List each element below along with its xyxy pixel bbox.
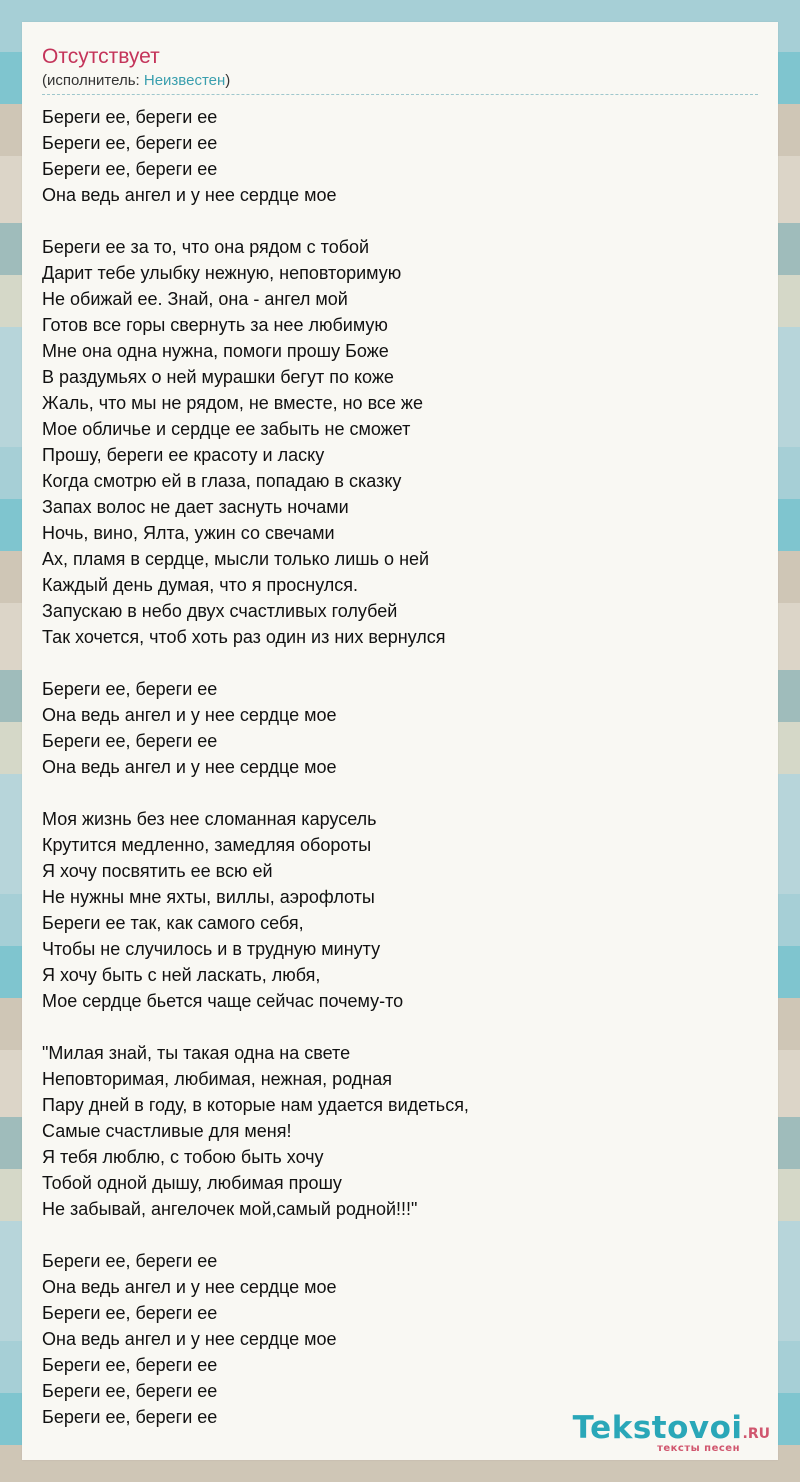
logo-wordmark: Tekstovoi xyxy=(572,1410,743,1446)
song-header xyxy=(42,44,758,95)
lyrics-line: Тобой одной дышу, любимая прошу xyxy=(42,1173,342,1193)
lyrics-line: Так хочется, чтоб хоть раз один из них вернулся xyxy=(42,627,446,647)
lyrics-line: Береги ее, береги ее xyxy=(42,1251,218,1271)
lyrics-line: Береги ее, береги ее xyxy=(42,731,218,751)
lyrics-line: Когда смотрю ей в глаза, попадаю в сказку xyxy=(42,471,402,491)
lyrics-stanza xyxy=(42,1248,758,1430)
lyrics-line: Неповторимая, любимая, нежная, родная xyxy=(42,1069,393,1089)
lyrics-line: Береги ее, береги ее xyxy=(42,1407,218,1427)
lyrics-line: В раздумьях о ней мурашки бегут по коже xyxy=(42,367,394,387)
lyrics-line: Я хочу быть с ней ласкать, любя, xyxy=(42,965,321,985)
lyrics-stanza xyxy=(42,234,758,650)
logo-domain: .RU xyxy=(742,1426,770,1442)
lyrics-line: Ночь, вино, Ялта, ужин со свечами xyxy=(42,523,335,543)
lyrics-line: Береги ее за то, что она рядом с тобой xyxy=(42,237,370,257)
lyrics-line: Запускаю в небо двух счастливых голубей xyxy=(42,601,398,621)
lyrics-line: Жаль, что мы не рядом, не вместе, но все же xyxy=(42,393,423,413)
lyrics-text xyxy=(42,104,758,1456)
lyrics-line: Ах, пламя в сердце, мысли только лишь о ней xyxy=(42,549,430,569)
lyrics-line: Не обижай ее. Знай, она - ангел мой xyxy=(42,289,348,309)
lyrics-line: Не забывай, ангелочек мой,самый родной!!!" xyxy=(42,1199,418,1219)
lyrics-stanza xyxy=(42,104,758,208)
lyrics-line: Она ведь ангел и у нее сердце мое xyxy=(42,1329,337,1349)
lyrics-stanza xyxy=(42,676,758,780)
lyrics-line: Береги ее, береги ее xyxy=(42,133,218,153)
lyrics-line: Чтобы не случилось и в трудную минуту xyxy=(42,939,381,959)
lyrics-line: Береги ее, береги ее xyxy=(42,159,218,179)
lyrics-line: Мое обличье и сердце ее забыть не сможет xyxy=(42,419,411,439)
lyrics-line: Запах волос не дает заснуть ночами xyxy=(42,497,349,517)
song-title: Отсутствует xyxy=(42,45,160,68)
lyrics-line: Дарит тебе улыбку нежную, неповторимую xyxy=(42,263,402,283)
lyrics-line: Мне она одна нужна, помоги прошу Боже xyxy=(42,341,389,361)
lyrics-line: Не нужны мне яхты, виллы, аэрофлоты xyxy=(42,887,375,907)
lyrics-line: Она ведь ангел и у нее сердце мое xyxy=(42,757,337,777)
lyrics-line: Каждый день думая, что я проснулся. xyxy=(42,575,359,595)
lyrics-stanza xyxy=(42,1040,758,1222)
lyrics-line: Она ведь ангел и у нее сердце мое xyxy=(42,705,337,725)
lyrics-line: Я тебя люблю, с тобою быть хочу xyxy=(42,1147,324,1167)
lyrics-line: Береги ее, береги ее xyxy=(42,679,218,699)
lyrics-line: Прошу, береги ее красоту и ласку xyxy=(42,445,325,465)
lyrics-line: Крутится медленно, замедляя обороты xyxy=(42,835,372,855)
site-logo[interactable] xyxy=(572,1410,770,1454)
lyrics-line: Она ведь ангел и у нее сердце мое xyxy=(42,185,337,205)
lyrics-line: Самые счастливые для меня! xyxy=(42,1121,292,1141)
artist-suffix: ) xyxy=(225,72,231,89)
lyrics-line: Береги ее, береги ее xyxy=(42,1303,218,1323)
lyrics-line: Береги ее, береги ее xyxy=(42,1355,218,1375)
lyrics-line: Готов все горы свернуть за нее любимую xyxy=(42,315,388,335)
artist-prefix: (исполнитель: xyxy=(42,72,144,89)
lyrics-line: Береги ее так, как самого себя, xyxy=(42,913,304,933)
lyrics-line: Береги ее, береги ее xyxy=(42,1381,218,1401)
lyrics-line: Мое сердце бьется чаще сейчас почему-то xyxy=(42,991,404,1011)
lyrics-line: Я хочу посвятить ее всю ей xyxy=(42,861,273,881)
lyrics-line: Она ведь ангел и у нее сердце мое xyxy=(42,1277,337,1297)
logo-tagline: тексты песен xyxy=(657,1443,740,1454)
lyrics-line: Береги ее, береги ее xyxy=(42,107,218,127)
artist-line xyxy=(42,71,758,95)
lyrics-page xyxy=(22,22,778,1460)
lyrics-stanza xyxy=(42,806,758,1014)
lyrics-line: "Милая знай, ты такая одна на свете xyxy=(42,1043,351,1063)
artist-link[interactable]: Неизвестен xyxy=(143,72,226,89)
lyrics-line: Моя жизнь без нее сломанная карусель xyxy=(42,809,377,829)
lyrics-line: Пару дней в году, в которые нам удается видеться, xyxy=(42,1095,469,1115)
